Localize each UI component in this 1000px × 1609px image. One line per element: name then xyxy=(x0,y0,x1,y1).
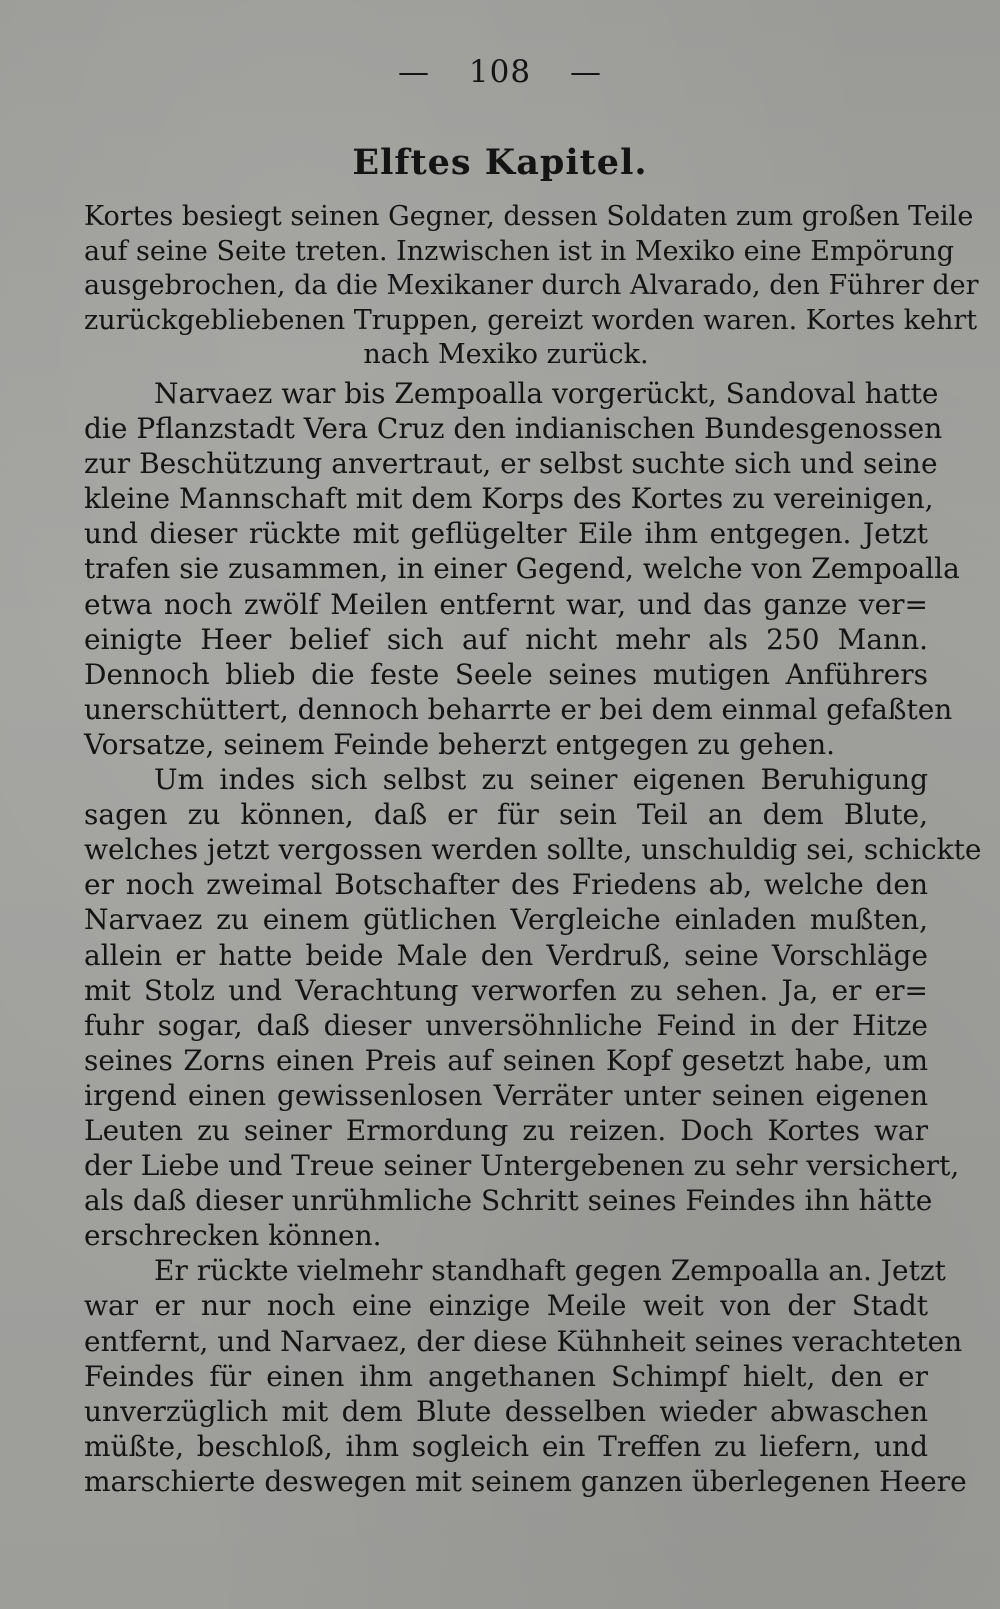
text-line: Er rückte vielmehr standhaft gegen Zempoalla an. Jetzt xyxy=(154,1254,946,1288)
text-line: sagen zu können, daß er für sein Teil an dem Blute, xyxy=(84,798,928,832)
text-line: entfernt, und Narvaez, der diese Kühnheit seines verachteten xyxy=(84,1324,963,1358)
page-number: 108 xyxy=(468,54,532,90)
text-line: er noch zweimal Botschafter des Friedens ab, welche den xyxy=(84,868,928,902)
text-line: Feindes für einen ihm angethanen Schimpf hielt, den er xyxy=(84,1359,928,1393)
text-line: als daß dieser unrühmliche Schritt seines Feindes ihn hätte xyxy=(84,1184,933,1218)
text-line: Um indes sich selbst zu seiner eigenen Beruhigung xyxy=(154,763,928,797)
body-text xyxy=(84,376,982,1499)
paragraph-2 xyxy=(84,762,982,1253)
summary-line: nach Mexiko zurück. xyxy=(363,339,649,370)
text-line: trafen sie zusammen, in einer Gegend, welche von Zempoalla xyxy=(84,552,960,586)
text-line: etwa noch zwölf Meilen entfernt war, und das ganze ver= xyxy=(84,587,928,621)
text-line: die Pflanzstadt Vera Cruz den indianischen Bundesgenossen xyxy=(84,412,943,446)
chapter-title: Elftes Kapitel. xyxy=(352,142,648,183)
text-line: müßte, beschloß, ihm sogleich ein Treffen zu liefern, und xyxy=(84,1429,928,1463)
text-line: welches jetzt vergossen werden sollte, unschuldig sei, schickte xyxy=(84,833,982,867)
header-dash-right: — xyxy=(569,54,602,90)
text-line: kleine Mannschaft mit dem Korps des Kortes zu vereinigen, xyxy=(84,482,934,516)
page-header xyxy=(0,54,1000,90)
chapter-summary xyxy=(84,200,979,373)
text-line: unverzüglich mit dem Blute desselben wieder abwaschen xyxy=(84,1394,928,1428)
text-line: erschrecken können. xyxy=(84,1219,382,1253)
text-line: der Liebe und Treue seiner Untergebenen zu sehr versichert, xyxy=(84,1149,960,1183)
text-line: Narvaez war bis Zempoalla vorgerückt, Sandoval hatte xyxy=(154,377,939,410)
text-line: unerschüttert, dennoch beharrte er bei dem einmal gefaßten xyxy=(84,692,953,726)
text-line: einigte Heer belief sich auf nicht mehr als 250 Mann. xyxy=(84,622,928,656)
summary-line: zurückgebliebenen Truppen, gereizt worden waren. Kortes kehrt xyxy=(84,304,978,336)
summary-line: Kortes besiegt seinen Gegner, dessen Soldaten zum großen Teile xyxy=(84,201,974,232)
text-line: Dennoch blieb die feste Seele seines mutigen Anführers xyxy=(84,657,928,691)
header-dash-left: — xyxy=(398,54,431,90)
summary-line: ausgebrochen, da die Mexikaner durch Alvarado, den Führer der xyxy=(84,270,979,301)
text-line: zur Beschützung anvertraut, er selbst suchte sich und seine xyxy=(84,447,938,481)
paragraph-3 xyxy=(84,1253,967,1499)
text-line: marschierte deswegen mit seinem ganzen überlegenen Heere xyxy=(84,1464,967,1498)
text-line: und dieser rückte mit geflügelter Eile ihm entgegen. Jetzt xyxy=(84,517,928,551)
paragraph-1 xyxy=(84,376,960,762)
text-line: Vorsatze, seinem Feinde beherzt entgegen zu gehen. xyxy=(84,727,836,761)
text-line: fuhr sogar, daß dieser unversöhnliche Feind in der Hitze xyxy=(84,1008,928,1042)
summary-line: auf seine Seite treten. Inzwischen ist in Mexiko eine Empörung xyxy=(84,235,955,267)
text-line: Narvaez zu einem gütlichen Vergleiche einladen mußten, xyxy=(84,903,928,937)
text-line: Leuten zu seiner Ermordung zu reizen. Doch Kortes war xyxy=(84,1113,928,1147)
text-line: war er nur noch eine einzige Meile weit von der Stadt xyxy=(84,1289,928,1323)
text-line: seines Zorns einen Preis auf seinen Kopf gesetzt habe, um xyxy=(84,1043,928,1077)
text-line: mit Stolz und Verachtung verworfen zu sehen. Ja, er er= xyxy=(84,973,928,1007)
text-line: irgend einen gewissenlosen Verräter unter seinen eigenen xyxy=(84,1078,928,1112)
text-line: allein er hatte beide Male den Verdruß, seine Vorschläge xyxy=(84,938,928,972)
